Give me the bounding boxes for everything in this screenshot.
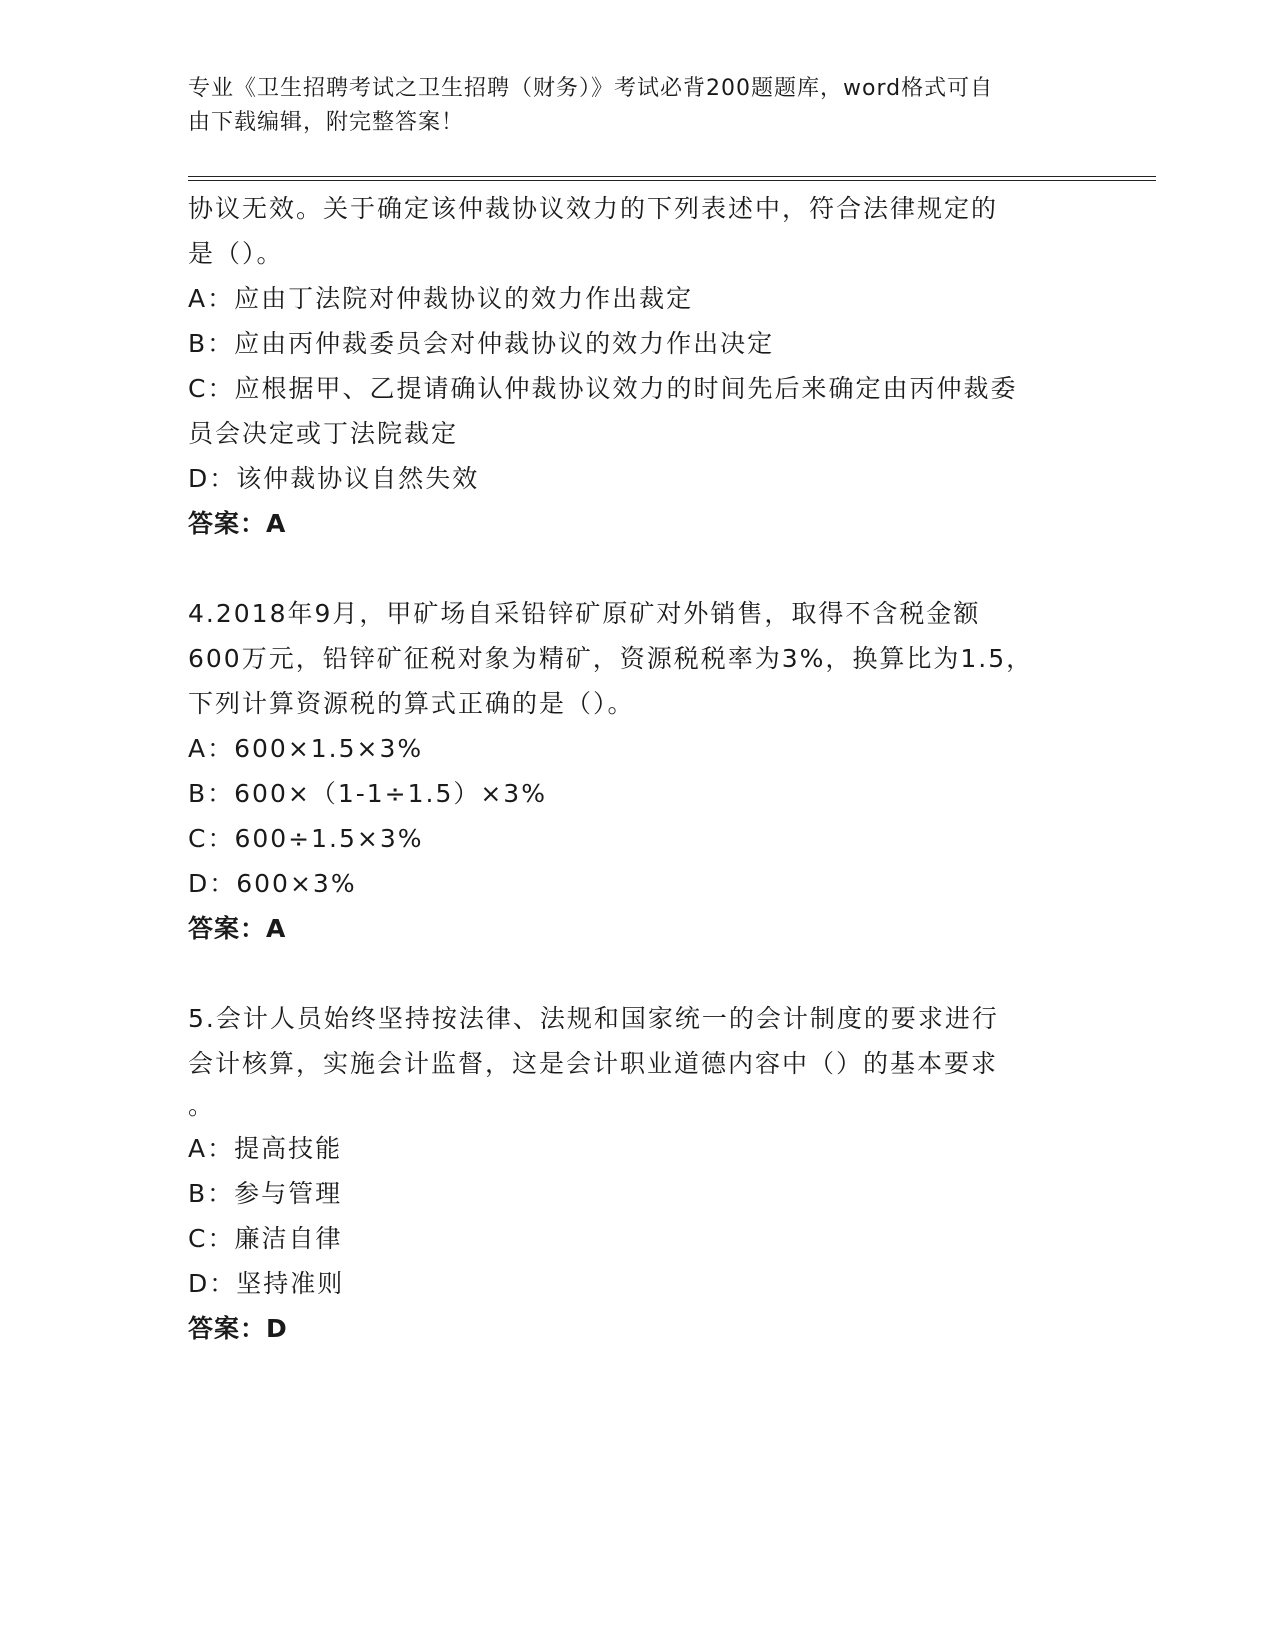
option-d: D：坚持准则 xyxy=(188,1269,345,1298)
header-divider xyxy=(188,176,1156,181)
answer-label: 答案：A xyxy=(188,914,287,943)
question-stem-line: 协议无效。关于确定该仲裁协议效力的下列表述中，符合法律规定的 xyxy=(188,194,999,223)
option-b: B：参与管理 xyxy=(188,1179,343,1208)
question-stem-line: 下列计算资源税的算式正确的是（）。 xyxy=(188,689,635,718)
option-a: A：600×1.5×3% xyxy=(188,734,424,763)
answer-label: 答案：D xyxy=(188,1314,288,1343)
option-a: A：应由丁法院对仲裁协议的效力作出裁定 xyxy=(188,284,694,313)
option-d: D：该仲裁协议自然失效 xyxy=(188,464,480,493)
question-stem-line: 。 xyxy=(188,1091,216,1120)
question-stem-line: 5.会计人员始终坚持按法律、法规和国家统一的会计制度的要求进行 xyxy=(188,1004,999,1033)
question-block-5 xyxy=(188,996,1088,1351)
header-line-2: 由下载编辑，附完整答案！ xyxy=(188,110,465,135)
question-block-3 xyxy=(188,186,1088,546)
option-b: B：应由丙仲裁委员会对仲裁协议的效力作出决定 xyxy=(188,329,775,358)
question-stem-line: 600万元，铅锌矿征税对象为精矿，资源税税率为3%，换算比为1.5， xyxy=(188,644,1034,673)
spacer xyxy=(188,546,1088,591)
question-block-4 xyxy=(188,591,1088,951)
spacer xyxy=(188,951,1088,996)
option-b: B：600×（1-1÷1.5）×3% xyxy=(188,779,547,808)
option-a: A：提高技能 xyxy=(188,1134,343,1163)
question-stem-line: 是（）。 xyxy=(188,239,284,268)
question-list xyxy=(188,186,1088,1351)
answer-label: 答案：A xyxy=(188,509,287,538)
header-line-1: 专业《卫生招聘考试之卫生招聘（财务）》考试必背200题题库，word格式可自 xyxy=(188,76,994,101)
option-d: D：600×3% xyxy=(188,869,357,898)
option-c: C：应根据甲、乙提请确认仲裁协议效力的时间先后来确定由丙仲裁委 xyxy=(188,374,1018,403)
option-c: C：600÷1.5×3% xyxy=(188,824,424,853)
option-c-continued: 员会决定或丁法院裁定 xyxy=(188,419,459,448)
question-stem-line: 4.2018年9月，甲矿场自采铅锌矿原矿对外销售，取得不含税金额 xyxy=(188,599,981,628)
question-stem-line: 会计核算，实施会计监督，这是会计职业道德内容中（）的基本要求 xyxy=(188,1049,999,1078)
option-c: C：廉洁自律 xyxy=(188,1224,343,1253)
document-header xyxy=(188,72,1068,140)
